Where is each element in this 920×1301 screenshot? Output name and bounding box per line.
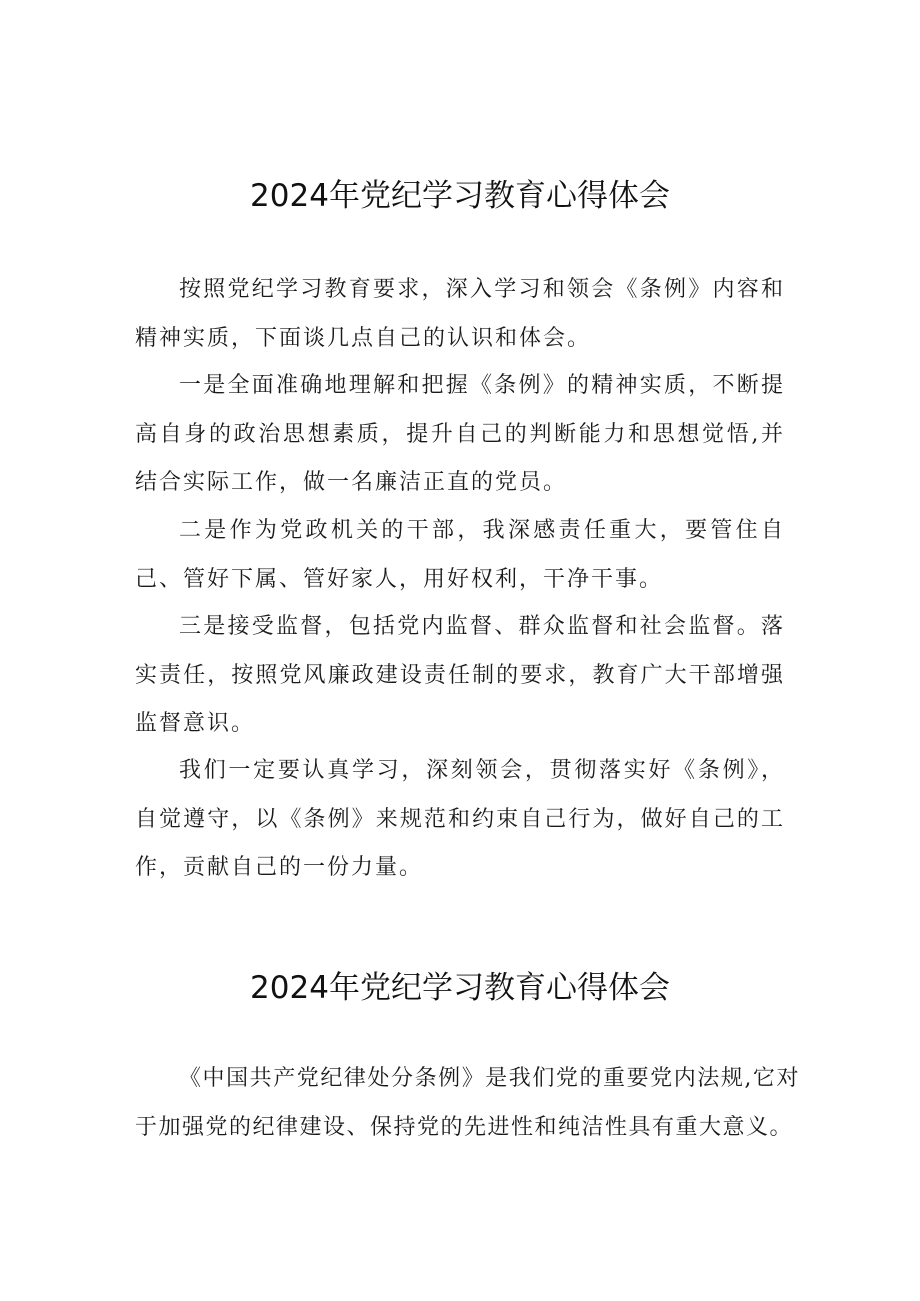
- document-title: 2024年党纪学习教育心得体会: [250, 178, 670, 214]
- paragraph-intro: 按照党纪学习教育要求，深入学习和领会《条例》内容和精神实质，下面谈几点自己的认识和体会。: [135, 277, 785, 351]
- second-document-title: 2024年党纪学习教育心得体会: [250, 970, 670, 1006]
- paragraph-point-one: 一是全面准确地理解和把握《条例》的精神实质，不断提高自身的政治思想素质，提升自己的判断能力和思想觉悟,并结合实际工作，做一名廉洁正直的党员。: [135, 373, 785, 495]
- second-paragraph-intro: 《中国共产党纪律处分条例》是我们党的重要党内法规,它对于加强党的纪律建设、保持党的先进性和纯洁性具有重大意义。: [135, 1066, 800, 1140]
- paragraph-conclusion: 我们一定要认真学习，深刻领会，贯彻落实好《条例》，自觉遵守，以《条例》来规范和约束自己行为，做好自己的工作，贡献自己的一份力量。: [135, 758, 785, 880]
- paragraph-point-three: 三是接受监督，包括党内监督、群众监督和社会监督。落实责任，按照党风廉政建设责任制的要求，教育广大干部增强监督意识。: [135, 614, 785, 736]
- paragraph-point-two: 二是作为党政机关的干部，我深感责任重大，要管住自己、管好下属、管好家人，用好权利，干净干事。: [135, 518, 785, 592]
